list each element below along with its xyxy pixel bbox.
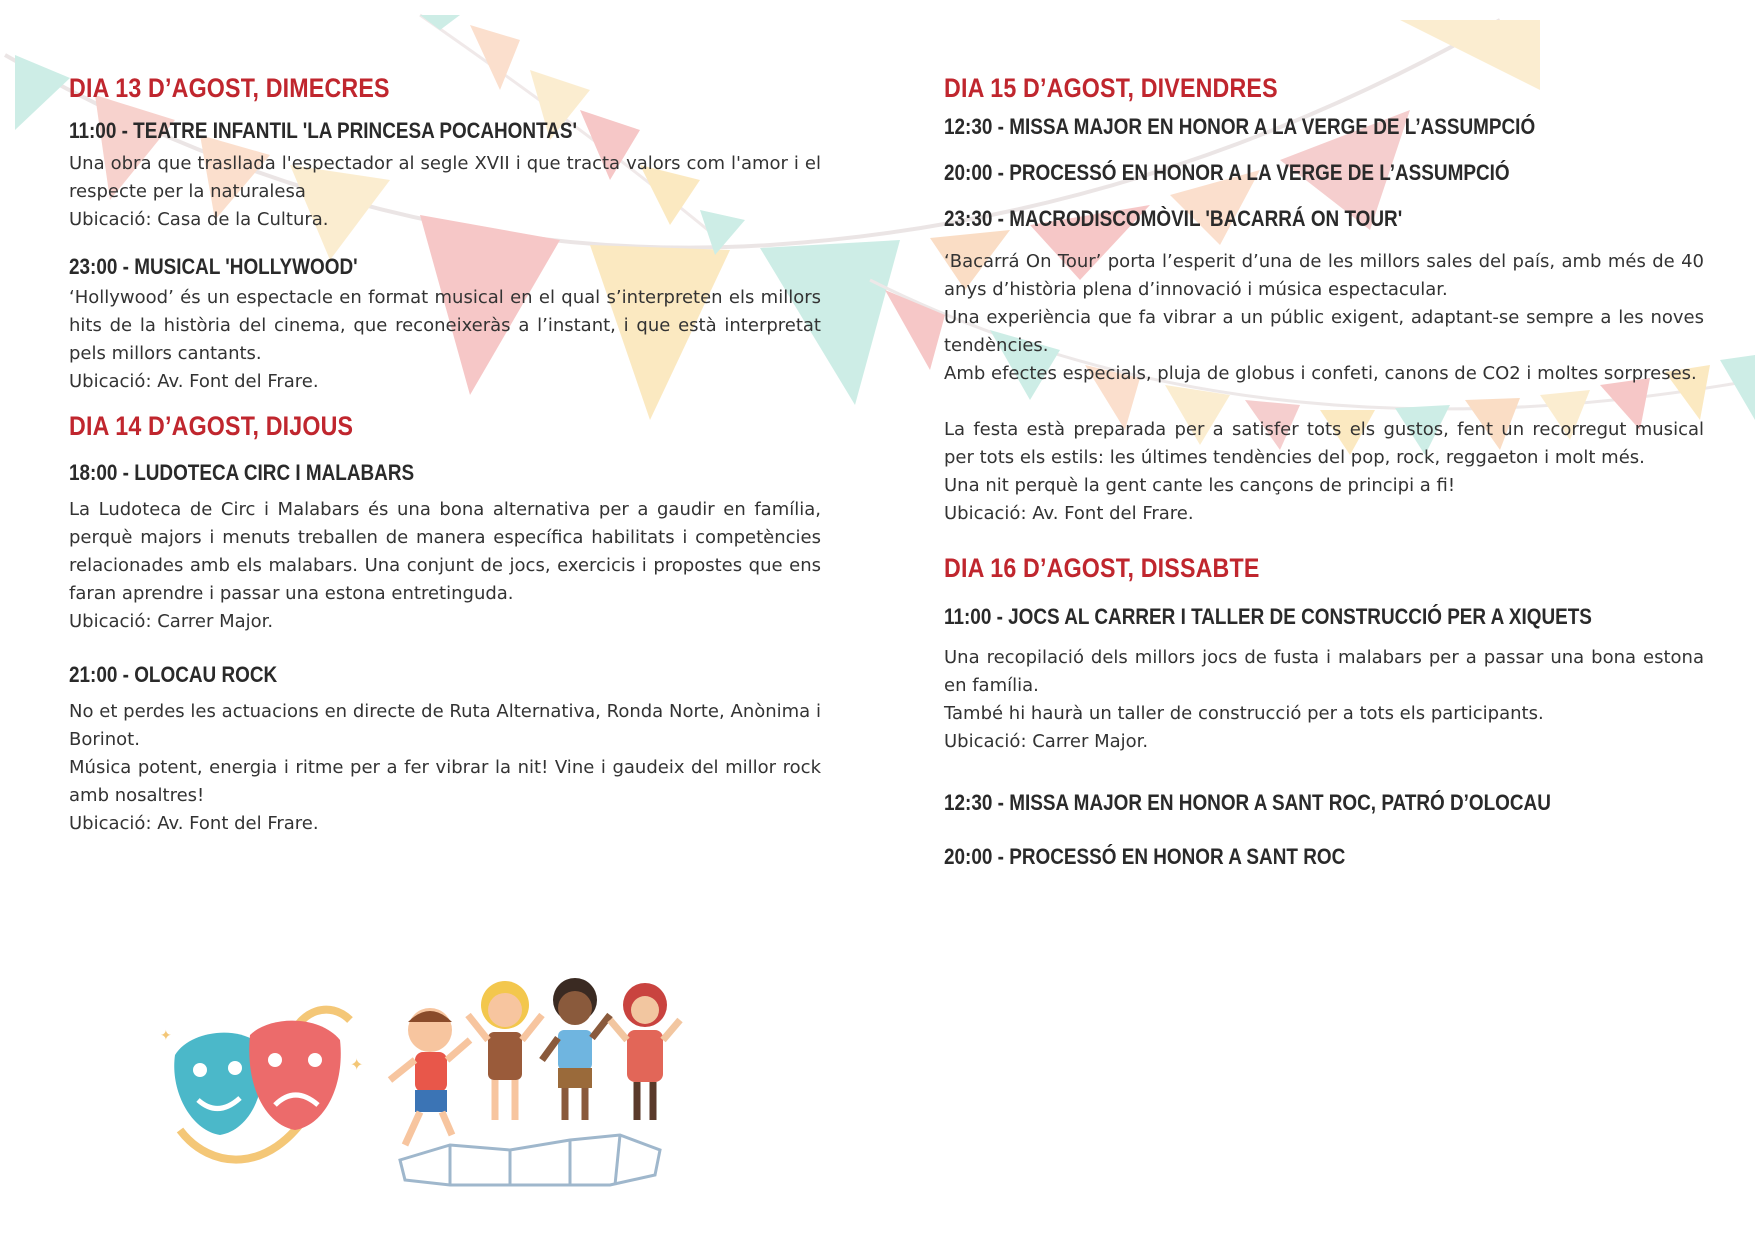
event-location: Ubicació: Carrer Major.	[944, 731, 1149, 752]
event-description: ‘Hollywood’ és un espectacle en format musical en el qual s’interpreten els millors hits de la història del cinema, que reconeixeràs a l’instant, i que està interpretat pels millors cantants.	[69, 287, 821, 364]
child-boy-curly	[542, 978, 610, 1120]
svg-text:✦: ✦	[160, 1028, 172, 1044]
child-running	[390, 1008, 470, 1145]
children-hopscotch-icon	[390, 978, 680, 1185]
day-13-title: DIA 13 D’AGOST, DIMECRES	[69, 73, 390, 103]
event-title: 11:00 - JOCS AL CARRER I TALLER DE CONSTRUCCIÓ PER A XIQUETS	[944, 604, 1592, 629]
event-musical-hollywood	[69, 250, 821, 396]
hopscotch-grid	[400, 1135, 660, 1185]
event-title: 18:00 - LUDOTECA CIRC I MALABARS	[69, 460, 415, 485]
day-14-title: DIA 14 D’AGOST, DIJOUS	[69, 411, 354, 441]
event-paragraph-5: Una nit perquè la gent cante les cançons de principi a fi!	[944, 475, 1456, 496]
event-description: La Ludoteca de Circ i Malabars és una bona alternativa per a gaudir en família, perquè majors i menuts treballen de manera específica habilitats i competències relacionades amb els malabars. Una conjunt de jocs, exercicis i propostes que ens faran aprendre i passar una estona entretinguda.	[69, 499, 821, 604]
event-title-processo-sant-roc: 20:00 - PROCESSÓ EN HONOR A SANT ROC	[944, 844, 1346, 869]
child-girl-hijab	[610, 983, 680, 1120]
event-paragraph-2: També hi haurà un taller de construcció per a tots els participants.	[944, 703, 1544, 724]
event-description: No et perdes les actuacions en directe de Ruta Alternativa, Ronda Norte, Anònima i Borinot.	[69, 701, 821, 750]
event-title-missa-sant-roc: 12:30 - MISSA MAJOR EN HONOR A SANT ROC, PATRÓ D’OLOCAU	[944, 790, 1551, 815]
event-title-processo-assumpcio: 20:00 - PROCESSÓ EN HONOR A LA VERGE DE L’ASSUMPCIÓ	[944, 160, 1510, 185]
day-16-title: DIA 16 D’AGOST, DISSABTE	[944, 553, 1260, 583]
event-paragraph-1: ‘Bacarrá On Tour’ porta l’esperit d’una de les millors sales del país, amb més de 40 anys d’història plena d’innovació i música espectacular.	[944, 251, 1704, 300]
event-location: Ubicació: Carrer Major.	[69, 611, 274, 632]
event-title: 23:30 - MACRODISCOMÒVIL 'BACARRÁ ON TOUR'	[944, 206, 1403, 231]
event-location: Ubicació: Av. Font del Frare.	[69, 813, 319, 834]
event-paragraph-3: Amb efectes especials, pluja de globus i confeti, canons de CO2 i moltes sorpreses.	[944, 363, 1697, 384]
event-paragraph-2: Una experiència que fa vibrar a un públic exigent, adaptant-se sempre a les noves tendències.	[944, 307, 1704, 356]
event-macrodiscomovil	[944, 202, 1704, 528]
right-column	[944, 68, 1704, 874]
event-title-missa-assumpcio: 12:30 - MISSA MAJOR EN HONOR A LA VERGE DE L’ASSUMPCIÓ	[944, 114, 1536, 139]
event-jocs-al-carrer	[944, 600, 1704, 756]
event-location: Ubicació: Casa de la Cultura.	[69, 209, 329, 230]
child-girl-blonde	[468, 981, 542, 1120]
event-description-2: Música potent, energia i ritme per a fer vibrar la nit! Vine i gaudeix del millor rock amb nosaltres!	[69, 757, 821, 806]
event-location: Ubicació: Av. Font del Frare.	[69, 371, 319, 392]
event-paragraph-4: La festa està preparada per a satisfer tots els gustos, fent un recorregut musical per tots els estils: les últimes tendències del pop, rock, reggaeton i molt més.	[944, 419, 1704, 468]
left-column	[69, 68, 821, 838]
event-location: Ubicació: Av. Font del Frare.	[944, 503, 1194, 524]
event-title: 21:00 - OLOCAU ROCK	[69, 662, 278, 687]
event-title: 11:00 - TEATRE INFANTIL 'LA PRINCESA POCAHONTAS'	[69, 118, 577, 143]
svg-text:✦: ✦	[350, 1055, 364, 1074]
event-title: 23:00 - MUSICAL 'HOLLYWOOD'	[69, 254, 358, 279]
event-paragraph-1: Una recopilació dels millors jocs de fusta i malabars per a passar una bona estona en família.	[944, 647, 1704, 696]
event-ludoteca	[69, 456, 821, 636]
illustrations	[150, 960, 770, 1200]
day-15-title: DIA 15 D’AGOST, DIVENDRES	[944, 73, 1278, 103]
event-description: Una obra que trasllada l'espectador al segle XVII i que tracta valors com l'amor i el respecte per la naturalesa	[69, 153, 821, 202]
event-teatre-infantil	[69, 114, 821, 234]
theatre-masks-icon	[160, 1010, 363, 1160]
event-olocau-rock	[69, 658, 821, 838]
